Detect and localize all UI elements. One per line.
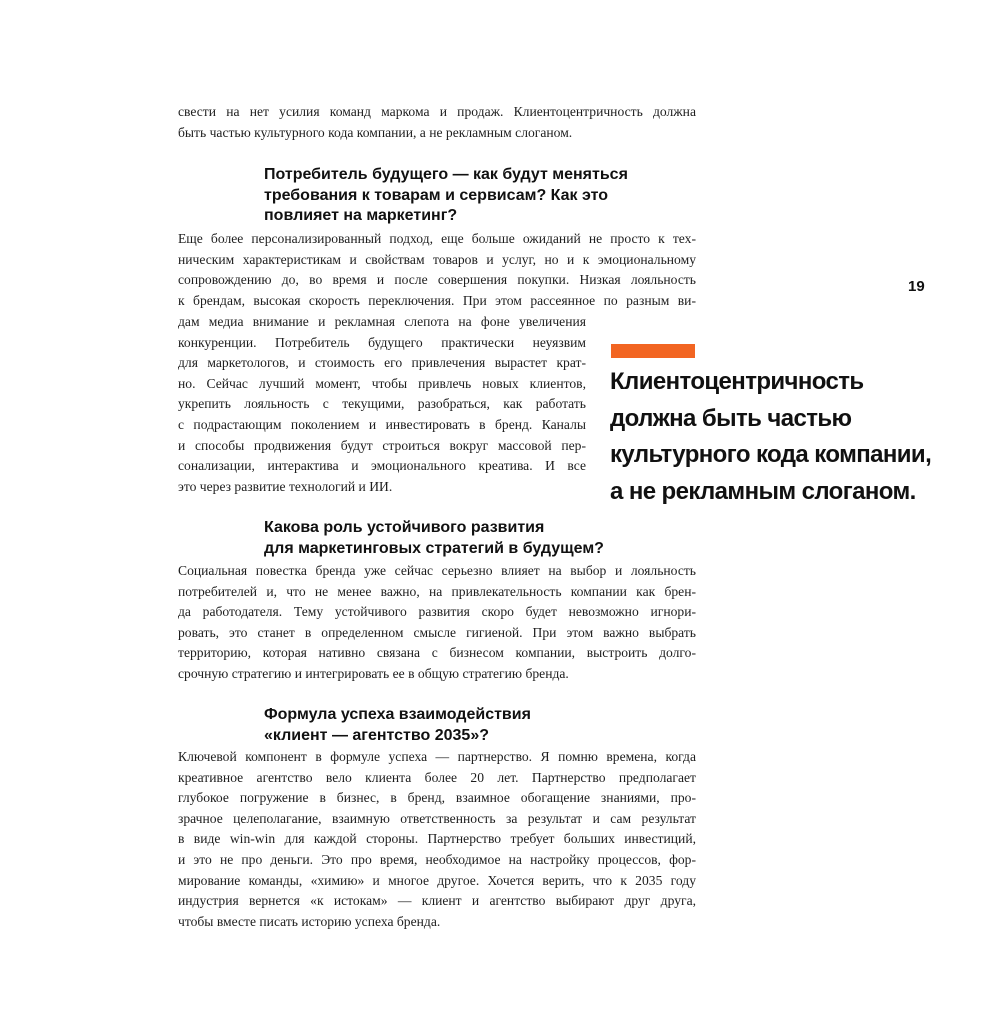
heading-line: повлияет на маркетинг? xyxy=(264,207,458,224)
paragraph-line: укрепить лояльность с текущими, разобраться, как работать xyxy=(178,396,586,412)
paragraph-line: в виде win-win для каждой стороны. Партнерство требует больших инвестиций, xyxy=(178,831,696,847)
paragraph-line: территорию, которая нативно связана с бизнесом компании, выстроить долго- xyxy=(178,645,696,661)
pull-quote xyxy=(610,364,1000,510)
heading-line: Какова роль устойчивого развития xyxy=(264,519,545,536)
paragraph-line: Ключевой компонент в формуле успеха — партнерство. Я помню времена, когда xyxy=(178,749,696,764)
intro-paragraph xyxy=(178,102,696,143)
heading-line: «клиент — агентство 2035»? xyxy=(264,726,489,744)
paragraph-line: ровать, это станет в определенном смысле гигиеной. При этом важно выбрать xyxy=(178,624,696,640)
section-1-paragraph-wide xyxy=(178,229,696,311)
paragraph-line: глубокое погружение в бизнес, в бренд, взаимное обогащение знаниями, про- xyxy=(178,790,696,806)
section-3-paragraph xyxy=(178,747,696,932)
heading-line: Формула успеха взаимодействия xyxy=(264,706,531,723)
paragraph-line: с подрастающим поколением и инвестировать в бренд. Каналы xyxy=(178,416,586,432)
paragraph-line: дам медиа внимание и рекламная слепота на фоне увеличения xyxy=(178,314,586,329)
section-heading-success-formula xyxy=(264,705,704,746)
paragraph-line: но. Сейчас лучший момент, чтобы привлечь новых клиентов, xyxy=(178,375,586,391)
heading-line: требования к товарам и сервисам? Как это xyxy=(264,186,608,204)
paragraph-line: чтобы вместе писать историю успеха бренда. xyxy=(178,913,441,929)
paragraph-line: зрачное целеполагание, взаимную ответственность за результат и сам результат xyxy=(178,810,696,826)
paragraph-line: сонализации, интерактива и эмоционального креатива. И все xyxy=(178,458,586,474)
paragraph-line: и это не про деньги. Это про время, необходимое на настройку процессов, фор- xyxy=(178,851,696,867)
paragraph-line: сопровождению до, во время и после совершения покупки. Низкая лояльность xyxy=(178,272,696,288)
paragraph-line: для маркетологов, и стоимость его привлечения вырастет крат- xyxy=(178,355,586,371)
paragraph-line: конкуренции. Потребитель будущего практически неуязвим xyxy=(178,334,586,350)
pull-quote-line: Клиентоцентричность xyxy=(610,368,864,395)
paragraph-line: и способы продвижения будут строиться вокруг массовой пер- xyxy=(178,437,586,453)
paragraph-line: Еще более персонализированный подход, еще больше ожиданий не просто к тех- xyxy=(178,231,696,246)
paragraph-line: срочную стратегию и интегрировать ее в общую стратегию бренда. xyxy=(178,665,569,681)
intro-line: свести на нет усилия команд маркома и продаж. Клиентоцентричность должна xyxy=(178,104,696,119)
paragraph-line: индустрия вернется «к истокам» — клиент и агентство выбирают друг друга, xyxy=(178,893,696,909)
paragraph-line: это через развитие технологий и ИИ. xyxy=(178,478,393,494)
section-heading-sustainability xyxy=(264,518,704,559)
pull-quote-accent-bar xyxy=(611,344,695,358)
heading-line: Потребитель будущего — как будут меняться xyxy=(264,166,628,183)
paragraph-line: мирование команды, «химию» и многое другое. Хочется верить, что к 2035 году xyxy=(178,872,696,888)
paragraph-line: к брендам, высокая скорость переключения. При этом рассеянное по разным ви- xyxy=(178,292,696,308)
paragraph-line: креативное агентство вело клиента более 20 лет. Партнерство предполагает xyxy=(178,769,696,785)
section-1-paragraph-narrow xyxy=(178,312,586,497)
paragraph-line: Социальная повестка бренда уже сейчас серьезно влияет на выбор и лояльность xyxy=(178,563,696,578)
pull-quote-line: культурного кода компании, xyxy=(610,441,932,468)
pull-quote-line: а не рекламным слоганом. xyxy=(610,477,916,505)
pull-quote-line: должна быть частью xyxy=(610,404,852,432)
page-number: 19 xyxy=(908,278,925,295)
section-heading-consumer-future xyxy=(264,165,704,227)
heading-line: для маркетинговых стратегий в будущем? xyxy=(264,539,604,557)
paragraph-line: да работодателя. Тему устойчивого развития скоро будет невозможно игнори- xyxy=(178,604,696,620)
paragraph-line: ническим характеристикам и свойствам товаров и услуг, но и к эмоциональному xyxy=(178,251,696,267)
intro-line: быть частью культурного кода компании, а не рекламным слоганом. xyxy=(178,124,573,140)
paragraph-line: потребителей и, что не менее важно, на привлекательность компании как брен- xyxy=(178,583,696,599)
section-2-paragraph xyxy=(178,561,696,685)
